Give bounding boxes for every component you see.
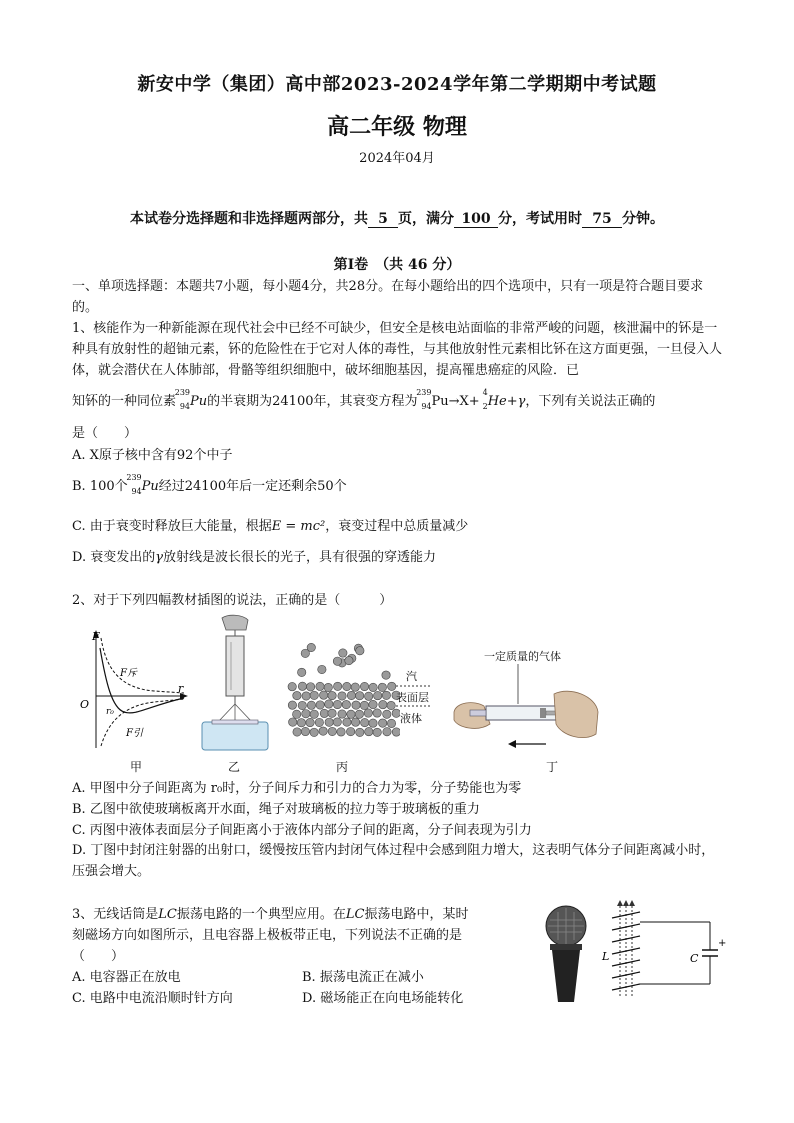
molecule <box>338 692 346 700</box>
he-atomic: 2 <box>482 402 488 411</box>
q1-option-b-1: B. 100个 <box>72 479 128 494</box>
q1-stem-line <box>72 390 655 409</box>
surface-layer-label: 表面层 <box>396 691 429 704</box>
molecule <box>373 691 381 699</box>
molecule <box>328 691 336 699</box>
gamma-symbol-d: γ <box>155 550 164 565</box>
molecule <box>302 710 310 718</box>
repulsion-curve <box>101 638 184 693</box>
exam-title: 新安中学（集团）高中部2023-2024学年第二学期期中考试题 <box>137 74 657 95</box>
pu-atomic-eq: 94 <box>421 402 432 411</box>
q3-stem-1c: 振荡电路中，某时 <box>364 907 469 922</box>
exam-date: 2024年04月 <box>359 151 435 166</box>
section-instructions: 一、单项选择题：本题共7小题，每小题4分，共28分。在每小题给出的四个选项中，只有一项是符合题目要求的。 <box>72 279 704 315</box>
hand-icon <box>222 615 248 630</box>
q1-stem: 1、核能作为一种新能源在现代社会中已经不可缺少，但安全是核电站面临的非常严峻的问题，核泄漏中的钚是一种具有放射性的超铀元素，钚的危险性在于它对人体的毒性，与其他放射性元素相比钚在这方面更强，一旦侵入人体，就会潜伏在人体肺部，骨骼等组织细胞中，破坏细胞基因，提高罹患癌症的风险．已 <box>72 321 723 378</box>
molecule <box>316 701 324 709</box>
molecule <box>339 649 347 657</box>
molecule <box>378 683 386 691</box>
section-title: 第Ⅰ卷 （共 46 分） <box>333 257 461 273</box>
molecule <box>325 700 333 708</box>
molecule <box>298 682 306 690</box>
inductor-label: L <box>602 950 610 963</box>
molecule <box>343 718 351 726</box>
mic-ring <box>550 944 582 950</box>
field-arrow-3-icon <box>629 900 635 906</box>
molecule <box>347 710 355 718</box>
molecule <box>343 682 351 690</box>
q1-stem-b1: 知钚的一种同位素 <box>72 394 177 409</box>
figure-ding-syringe <box>450 662 600 750</box>
q1-option-b <box>72 475 347 494</box>
q3-stem-1b: 振荡电路的一个典型应用。在 <box>176 907 346 922</box>
pu-isotope <box>174 388 191 411</box>
molecule <box>310 710 318 718</box>
q3-stem-line-2: 刻磁场方向如图所示，且电容器上极板带正电，下列说法不正确的是 <box>72 928 463 943</box>
molecule <box>360 701 368 709</box>
microphone-icon <box>538 904 594 1004</box>
molecule <box>373 709 381 717</box>
intro-text-3: 分，考试用时 <box>498 211 582 227</box>
molecule <box>387 701 395 709</box>
gamma-symbol: γ <box>517 394 526 409</box>
molecule <box>293 728 301 736</box>
molecule <box>379 700 387 708</box>
pu-atomic-b: 94 <box>131 487 142 496</box>
molecule <box>310 691 318 699</box>
he-symbol: He <box>487 394 507 409</box>
molecule <box>383 710 391 718</box>
r0-label: r₀ <box>106 707 114 717</box>
molecule <box>319 691 327 699</box>
molecule <box>382 671 390 679</box>
molecule <box>288 682 296 690</box>
q2-stem: 2、对于下列四幅教材插图的说法，正确的是（ ） <box>72 593 393 608</box>
pu-symbol: Pu <box>190 394 208 409</box>
molecule <box>316 682 324 690</box>
molecule <box>301 727 309 735</box>
q1-option-b-2: 经过24100年后一定还剩余50个 <box>158 479 347 494</box>
molecule <box>310 728 318 736</box>
lc-symbol-2: LC <box>345 907 365 922</box>
lc-circuit-diagram <box>600 898 730 1004</box>
product-x: X <box>459 394 469 409</box>
glass-plate <box>212 720 258 724</box>
q3-option-c: C. 电路中电流沿顺时针方向 <box>72 991 233 1006</box>
field-arrow-1-icon <box>617 900 623 906</box>
molecule <box>315 718 323 726</box>
molecule <box>292 710 300 718</box>
molecule <box>306 683 314 691</box>
pu-isotope-b <box>126 473 142 496</box>
q1-option-a: A. X原子核中含有92个中子 <box>72 448 233 463</box>
figure-yi-caption: 乙 <box>228 760 241 774</box>
q2-option-d: D. 丁图中封闭注射器的出射口，缓慢按压管内封闭气体过程中会感到阻力增大，这表明气体分子间距离减小时，压强会增大。 <box>72 843 715 879</box>
right-hand-icon <box>554 691 598 737</box>
molecule <box>382 691 390 699</box>
q3-stem-1a: 3、无线话筒是 <box>72 907 159 922</box>
molecule <box>306 718 314 726</box>
attraction-label: F引 <box>126 728 143 739</box>
pu-symbol-eq: Pu <box>431 394 449 409</box>
q1-stem-b2: 的半衰期为24100年，其衰变方程为 <box>207 394 418 409</box>
syringe-piston <box>540 708 546 718</box>
q2-option-a: A. 甲图中分子间距离为 r₀时，分子间斥力和引力的合力为零，分子势能也为零 <box>72 781 522 796</box>
figure-bing-caption: 丙 <box>336 760 349 774</box>
origin-label: O <box>80 698 90 711</box>
intro-text-2: 页，满分 <box>398 211 454 227</box>
figure-ding-caption: 丁 <box>546 760 559 774</box>
water-container <box>202 722 268 750</box>
net-force-curve <box>100 648 184 713</box>
molecule <box>355 710 363 718</box>
force-label: F <box>92 630 100 643</box>
q2-option-b: B. 乙图中欲使玻璃板离开水面，绳子对玻璃板的拉力等于玻璃板的重力 <box>72 802 480 817</box>
q1-stem-end: 是（ ） <box>72 426 138 441</box>
q3-option-d: D. 磁场能正在向电场能转化 <box>302 991 464 1006</box>
q1-option-c <box>72 515 468 534</box>
q1-stem-b3: ，下列有关说法正确的 <box>525 394 656 409</box>
molecule <box>356 728 364 736</box>
molecule <box>324 683 332 691</box>
molecule <box>378 719 386 727</box>
molecule <box>383 728 391 736</box>
molecule <box>369 700 377 708</box>
molecule <box>297 668 305 676</box>
molecule <box>307 701 315 709</box>
plus-sign-2: + <box>506 394 518 409</box>
q1-option-d-1: D. 衰变发出的 <box>72 550 156 565</box>
molecule <box>387 719 395 727</box>
pu-mass-b: 239 <box>126 473 142 482</box>
molecule <box>369 719 377 727</box>
figure-jia-caption: 甲 <box>130 760 143 774</box>
molecule <box>337 728 345 736</box>
molecule <box>364 692 372 700</box>
molecule <box>347 691 355 699</box>
molecule <box>388 682 396 690</box>
intro-text-1: 本试卷分选择题和非选择题两部分，共 <box>130 211 368 227</box>
pu-symbol-b: Pu <box>141 479 159 494</box>
q1-option-c-1: C. 由于衰变时释放巨大能量，根据 <box>72 519 272 534</box>
molecule <box>361 718 369 726</box>
he-isotope <box>480 388 488 411</box>
q2-option-c: C. 丙图中液体表面层分子间距离小于液体内部分子间的距离，分子间表现为引力 <box>72 823 532 838</box>
molecule <box>325 718 333 726</box>
molecule <box>369 683 377 691</box>
molecule <box>360 682 368 690</box>
molecule <box>351 718 359 726</box>
molecule <box>333 718 341 726</box>
molecule <box>342 700 350 708</box>
q1-option-d <box>72 546 436 565</box>
figure-jia-force-graph <box>74 628 194 752</box>
q3-option-a: A. 电容器正在放电 <box>72 970 181 985</box>
capacitor-label: C <box>690 952 699 965</box>
intro-time: 75 <box>582 211 622 228</box>
molecule <box>392 728 400 736</box>
q1-option-d-2: 放射线是波长很长的光子，具有很强的穿透能力 <box>163 550 437 565</box>
molecule <box>338 710 346 718</box>
molecule <box>298 701 306 709</box>
molecule <box>293 691 301 699</box>
intro-pages: 5 <box>368 211 398 228</box>
he-mass: 4 <box>482 388 488 397</box>
liquid-label: 液体 <box>400 712 422 725</box>
pu-mass: 239 <box>174 388 191 397</box>
intro-text-4: 分钟。 <box>622 211 664 227</box>
molecule <box>320 709 328 717</box>
molecule <box>355 692 363 700</box>
molecule <box>289 718 297 726</box>
molecule <box>352 701 360 709</box>
molecule <box>351 683 359 691</box>
molecule <box>333 700 341 708</box>
bing-dashed-lines <box>396 684 432 714</box>
distance-label: r <box>178 682 184 695</box>
q3-stem-line-3: （ ） <box>72 949 125 964</box>
pu-atomic: 94 <box>179 402 191 411</box>
molecule <box>307 643 315 651</box>
figure-bing-molecules <box>286 640 400 740</box>
decay-arrow: → <box>448 394 460 409</box>
syringe-tip <box>470 710 486 716</box>
molecule <box>364 709 372 717</box>
molecule <box>297 719 305 727</box>
molecule <box>328 727 336 735</box>
molecule <box>373 728 381 736</box>
molecule <box>345 656 353 664</box>
molecule <box>333 657 341 665</box>
mic-handle <box>552 950 580 1002</box>
molecule <box>319 727 327 735</box>
intro-score: 100 <box>454 211 498 228</box>
lc-symbol: LC <box>158 907 177 922</box>
figure-yi-spring-scale <box>198 614 272 754</box>
molecule <box>318 665 326 673</box>
spring-scale-body <box>226 636 244 696</box>
exam-intro <box>0 208 794 228</box>
string-left <box>218 704 235 722</box>
gas-label: 汽 <box>406 670 417 683</box>
pu-mass-eq: 239 <box>416 388 432 397</box>
q3-option-b: B. 振荡电流正在减小 <box>302 970 424 985</box>
molecule <box>288 701 296 709</box>
pu-isotope-eq <box>416 388 432 411</box>
molecule <box>356 647 364 655</box>
molecule <box>302 692 310 700</box>
push-arrow-icon <box>508 740 516 748</box>
mass-energy-formula: E = mc² <box>271 519 326 534</box>
plus-sign: + <box>468 394 480 409</box>
q1-option-c-2: ，衰变过程中总质量减少 <box>325 519 469 534</box>
molecule <box>365 727 373 735</box>
string-right <box>235 704 252 722</box>
gas-mass-label: 一定质量的气体 <box>484 650 561 663</box>
molecule <box>333 682 341 690</box>
exam-subject: 高二年级 物理 <box>327 114 467 140</box>
field-arrow-2-icon <box>623 900 629 906</box>
molecule <box>346 727 354 735</box>
q3-stem-line-1 <box>72 903 469 922</box>
positive-plate-label: + <box>718 938 727 949</box>
molecule <box>328 709 336 717</box>
repulsion-label: F斥 <box>120 668 137 679</box>
